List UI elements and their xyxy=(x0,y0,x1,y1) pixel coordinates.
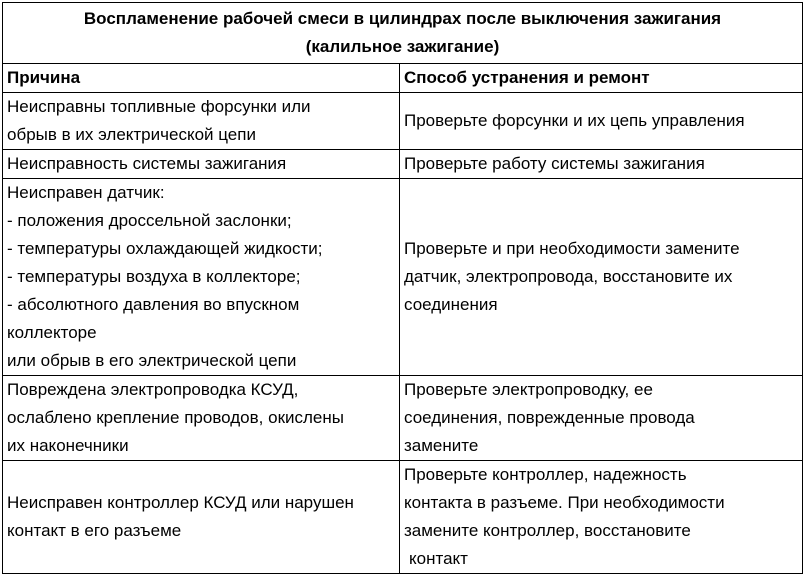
cause-cell xyxy=(3,150,400,179)
cause-line: контакт в его разъеме xyxy=(7,521,182,540)
cause-line: Неисправен датчик: xyxy=(7,183,165,202)
cause-cell xyxy=(3,461,400,574)
cause-line: - температуры охлаждающей жидкости; xyxy=(7,239,323,258)
remedy-line: Проверьте электропроводку, ее xyxy=(404,380,653,399)
remedy-line: Проверьте контроллер, надежность xyxy=(404,465,687,484)
cause-cell xyxy=(3,179,400,376)
cause-line: - температуры воздуха в коллекторе; xyxy=(7,267,301,286)
table-row xyxy=(3,150,803,179)
cause-line: их наконечники xyxy=(7,436,129,455)
cause-cell xyxy=(3,376,400,461)
cause-line: - абсолютного давления во впускном xyxy=(7,295,300,314)
title-row xyxy=(3,3,803,64)
remedy-line: Проверьте работу системы зажигания xyxy=(404,154,705,173)
table-row xyxy=(3,179,803,376)
table-row xyxy=(3,93,803,150)
cause-line: Повреждена электропроводка КСУД, xyxy=(7,380,299,399)
table-title-line-1: Воспламенение рабочей смеси в цилиндрах после выключения зажигания xyxy=(83,9,722,28)
remedy-line: соединения, поврежденные провода xyxy=(404,408,695,427)
remedy-line: замените xyxy=(404,436,479,455)
remedy-line: соединения xyxy=(404,295,498,314)
remedy-line: Проверьте и при необходимости замените xyxy=(404,239,740,258)
table-row xyxy=(3,461,803,574)
column-header-remedy: Способ устранения и ремонт xyxy=(400,64,803,93)
remedy-cell xyxy=(400,179,803,376)
cause-line: Неисправность системы зажигания xyxy=(7,154,287,173)
remedy-cell xyxy=(400,150,803,179)
remedy-cell xyxy=(400,93,803,150)
cause-line: коллекторе xyxy=(7,323,97,342)
remedy-line: датчик, электропровода, восстановите их xyxy=(404,267,733,286)
remedy-line: контакт xyxy=(409,549,468,568)
remedy-cell xyxy=(400,461,803,574)
cause-line: Неисправен контроллер КСУД или нарушен xyxy=(7,493,354,512)
remedy-line: замените контроллер, восстановите xyxy=(404,521,691,540)
table-title xyxy=(3,3,803,64)
cause-line: - положения дроссельной заслонки; xyxy=(7,211,292,230)
cause-line: или обрыв в его электрической цепи xyxy=(7,351,297,370)
remedy-cell xyxy=(400,376,803,461)
cause-line: ослаблено крепление проводов, окислены xyxy=(7,408,344,427)
table-title-line-2: (калильное зажигание) xyxy=(305,37,500,56)
cause-line: обрыв в их электрической цепи xyxy=(7,125,256,144)
header-row xyxy=(3,64,803,93)
cause-line: Неисправны топливные форсунки или xyxy=(7,97,311,116)
table-row xyxy=(3,376,803,461)
cause-cell xyxy=(3,93,400,150)
remedy-line: контакта в разъеме. При необходимости xyxy=(404,493,725,512)
remedy-line: Проверьте форсунки и их цепь управления xyxy=(404,111,745,130)
column-header-cause: Причина xyxy=(3,64,400,93)
troubleshooting-table xyxy=(2,2,803,574)
